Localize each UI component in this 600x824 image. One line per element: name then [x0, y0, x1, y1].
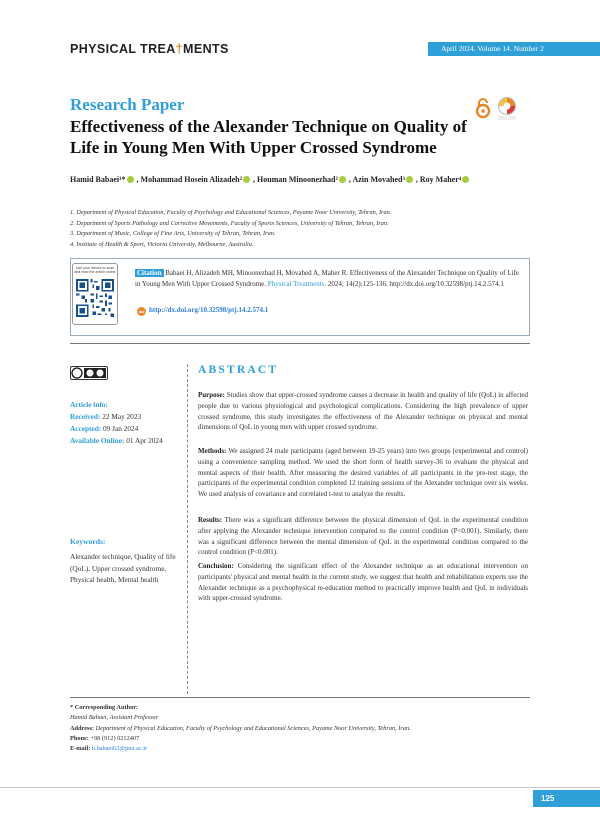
doi-link[interactable]: http://dx.doi.org/10.32598/ptj.14.2.574.1	[149, 306, 269, 314]
corresponding-heading: * Corresponding Author:	[70, 704, 139, 711]
accepted-date	[70, 424, 138, 433]
received-date	[70, 412, 141, 421]
abstract-conclusion	[198, 561, 528, 604]
affiliations	[70, 208, 391, 250]
online-label: Available Online:	[70, 436, 125, 445]
abstract-heading: ABSTRACT	[198, 364, 279, 376]
address-label: Address:	[70, 724, 95, 732]
journal-link[interactable]: Physical Treatments	[267, 280, 325, 288]
article-title: Effectiveness of the Alexander Technique on Quality of Life in Young Men With Upper Crossed Syndrome	[70, 117, 467, 157]
accepted-label: Accepted:	[70, 424, 102, 433]
email-link[interactable]: h.babaei62@pnu.ac.ir	[90, 745, 148, 753]
phone-value: +98 (912) 0212407	[88, 734, 140, 742]
orcid-icon[interactable]	[462, 176, 469, 183]
phone-label: Phone:	[70, 734, 89, 742]
author-list: Hamid Babaei¹* , Mohammad Hosein Alizadeh² , Houman Minoonezhad² , Azin Movahed³ , Roy Maher⁴	[70, 175, 472, 184]
received-label: Received:	[70, 412, 101, 421]
brand-t-glyph: †	[175, 42, 184, 56]
corresponding-author	[70, 703, 530, 754]
methods-label: Methods:	[198, 447, 227, 455]
doi-icon: doi	[138, 309, 145, 314]
abstract-results	[198, 515, 528, 558]
online-date	[70, 436, 163, 445]
methods-text: We assigned 24 male participants (aged between 19-25 years) into two groups (experimental and control) using a convenience sampling method. We used the short form of health survey-36 to evaluate the physical and mental aspects of their health. After measuring the desired variables of all participants in the pre-test stage, the participants of the experimental condition completed 12 training sessions of the Alexander technique over six weeks. We used analysis of covariance and correlated t-test to analyze the results.	[198, 447, 528, 499]
orcid-icon[interactable]	[127, 176, 134, 183]
footer-line	[0, 787, 600, 788]
affiliation-item: 2. Department of Sports Pathology and Corrective Movements, Faculty of Sports Sciences, University of Tehran, Tehran, Iran.	[70, 219, 389, 227]
affiliation-item: 4. Institute of Health & Sport, Victoria University, Melbourne, Australia.	[70, 240, 254, 248]
doi-row	[137, 306, 268, 316]
received-value: 22 May 2023	[100, 412, 142, 421]
citation-part-b: . 2024; 14(2):125-136. http://dx.doi.org/10.32598/ptj.14.2.574.1	[324, 280, 504, 288]
citation-label: Citation	[137, 269, 162, 277]
brand-part-b: MENTS	[183, 42, 229, 56]
footnote-divider	[70, 697, 530, 698]
citation-part-a: Babaei H, Alizadeh MH, Minoonezhad H, Movahed A, Maher R. Effectiveness of the Alexander Technique on Quality of Life in Young Men With Upper Crossed Syndrome.	[135, 269, 519, 288]
keywords-text: Alexander technique, Quality of life (QoL), Upper crossed syndrome, Physical health, Mental health	[70, 552, 176, 585]
corresponding-name: Hamid Babaei, Assistant Professor	[70, 714, 159, 722]
page-number-badge	[533, 790, 600, 807]
qr-caption: Use your device to scan and read the article online	[74, 266, 116, 275]
section-divider	[70, 343, 530, 344]
abstract-methods	[198, 446, 528, 500]
abstract-purpose	[198, 390, 528, 433]
journal-brand	[70, 42, 229, 56]
address-value: Department of Physical Education, Faculty of Psychology and Educational Sciences, Payame Noor University, Tehran, Iran.	[94, 724, 411, 732]
author-name[interactable]: Hamid Babaei¹*	[70, 175, 126, 184]
author-name[interactable]: Mohammad Hosein Alizadeh²	[140, 175, 243, 184]
issue-text: April 2024. Volume 14. Number 2	[441, 44, 544, 53]
affiliation-item: 1. Department of Physical Education, Faculty of Psychology and Educational Sciences, Payame Noor University, Tehran, Iran.	[70, 209, 392, 216]
affiliation-item: 3. Department of Music, College of Fine Arts, University of Tehran, Tehran, Iran.	[70, 230, 276, 237]
author-name[interactable]: Roy Maher⁴	[419, 175, 462, 184]
purpose-label: Purpose:	[198, 391, 225, 399]
author-name[interactable]: Houman Minoonezhad²	[257, 175, 338, 184]
conclusion-label: Conclusion:	[198, 562, 234, 570]
article-info-heading: Article info:	[70, 400, 108, 409]
orcid-icon[interactable]	[339, 176, 346, 183]
citation-text	[135, 268, 523, 290]
purpose-text: Studies show that upper-crossed syndrome causes a decrease in health and quality of life (QoL) in affected people due to various physiological and psychological complications. Considering the high prevalence of upper crossed syndrome, this study investigates the effectiveness of the Alexander technique on physical and mental dimensions of QoL in young men with upper crossed syndrome.	[198, 391, 528, 432]
keywords-heading: Keywords:	[70, 537, 106, 546]
accepted-value: 09 Jan 2024	[101, 424, 139, 433]
author-name[interactable]: Azin Movahed³	[352, 175, 405, 184]
qr-code-icon[interactable]	[76, 279, 114, 317]
conclusion-text: Considering the significant effect of the Alexander technique as an educational intervention on participants' physical and mental health in the current study, we suggest that health and rehabilitation experts use the Alexander technique as a psychophysical re-education method to practically improve health and QoL in individuals with upper-crossed syndrome.	[198, 562, 528, 603]
orcid-icon[interactable]	[406, 176, 413, 183]
crossmark-icon[interactable]	[497, 97, 517, 121]
issue-band	[428, 42, 600, 56]
results-label: Results:	[198, 516, 223, 524]
brand-part-a: PHYSICAL TREA	[70, 42, 176, 56]
page-number: 125	[541, 794, 555, 803]
orcid-icon[interactable]	[243, 176, 250, 183]
open-access-icon	[474, 97, 492, 119]
email-label: E-mail:	[70, 745, 91, 753]
column-divider	[187, 364, 188, 694]
results-text: There was a significant difference between the physical dimension of QoL in the experimental condition after applying the Alexander technique intervention compared to the control condition (P<0.001). Similarly, there was a significant difference between the mental dimension of QoL in the experimental condition compared to the control condition (P<0.001).	[198, 516, 528, 557]
paper-type: Research Paper	[70, 95, 185, 114]
creative-commons-icon[interactable]	[70, 366, 108, 380]
online-value: 01 Apr 2024	[124, 436, 163, 445]
